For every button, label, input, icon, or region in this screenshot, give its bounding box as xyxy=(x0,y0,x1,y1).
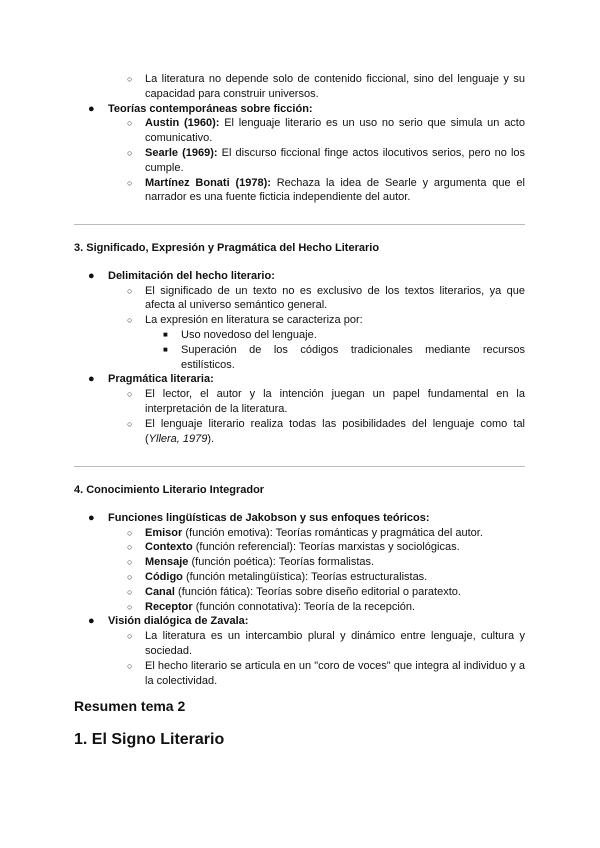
circle-bullet-icon: ○ xyxy=(127,74,133,84)
item-heading: Pragmática literaria: xyxy=(108,373,214,386)
item-text: Rechaza la idea de Searle y argumenta que el narrador es una fuente ficticia independiente del autor. xyxy=(145,176,525,204)
list-item xyxy=(74,284,525,314)
item-text: La expresión en literatura se caracteriza por: xyxy=(145,314,363,327)
item-text: La literatura es un intercambio plural y dinámico entre lenguaje, cultura y sociedad. xyxy=(145,630,525,657)
item-bold: Mensaje xyxy=(145,556,189,569)
circle-bullet-icon: ○ xyxy=(127,177,133,188)
list-item xyxy=(74,72,525,102)
circle-bullet-icon: ○ xyxy=(127,542,133,553)
list-item xyxy=(74,372,525,387)
item-heading: Teorías contemporáneas sobre ficción: xyxy=(108,102,313,115)
item-bold: Receptor xyxy=(145,600,193,613)
circle-bullet-icon: ○ xyxy=(127,118,133,129)
item-bold: Emisor xyxy=(145,526,183,539)
item-text: (función metalingüística): Teorías estructuralistas. xyxy=(182,570,428,583)
divider xyxy=(74,466,525,467)
item-text: (función connotativa): Teoría de la recepción. xyxy=(192,600,416,613)
item-text: (función fática): Teorías sobre diseño editorial o paratexto. xyxy=(174,585,461,598)
disc-bullet-icon: ● xyxy=(88,269,95,282)
list-item xyxy=(74,269,525,284)
item-text: El significado de un texto no es exclusivo de los textos literarios, ya que afecta al universo semántico general. xyxy=(145,284,525,312)
item-text: La literatura no depende solo de contenido ficcional, sino del lenguaje y su capacidad para construir universos. xyxy=(145,73,525,100)
list-item xyxy=(74,526,525,541)
list-item xyxy=(74,146,525,176)
list-item xyxy=(74,570,525,585)
circle-bullet-icon: ○ xyxy=(127,557,133,568)
item-heading: Funciones lingüísticas de Jakobson y sus enfoques teóricos: xyxy=(108,511,430,524)
circle-bullet-icon: ○ xyxy=(127,389,133,400)
square-bullet-icon: ■ xyxy=(163,344,168,354)
item-heading: Delimitación del hecho literario: xyxy=(108,269,275,282)
item-text: (función referencial): Teorías marxistas y sociológicas. xyxy=(192,541,460,554)
item-bold: Searle (1969): xyxy=(145,146,218,159)
circle-bullet-icon: ○ xyxy=(127,527,133,538)
item-text: El lenguaje literario realiza todas las posibilidades del lenguaje como tal ( xyxy=(145,417,525,445)
section-heading: 4. Conocimiento Literario Integrador xyxy=(74,484,265,496)
summary-title: Resumen tema 2 xyxy=(74,698,186,714)
list-item xyxy=(74,387,525,417)
item-heading: Visión dialógica de Zavala: xyxy=(108,615,249,628)
section-3 xyxy=(74,241,525,446)
list-item xyxy=(74,511,525,526)
divider xyxy=(74,224,525,225)
item-text: ). xyxy=(207,432,215,445)
list-item xyxy=(74,600,525,615)
item-text: Uso novedoso del lenguaje. xyxy=(181,328,317,341)
citation: Yllera, 1979 xyxy=(148,432,208,445)
square-bullet-icon: ■ xyxy=(163,329,168,339)
section-4 xyxy=(74,483,525,688)
list-item xyxy=(74,328,525,343)
item-text: El discurso ficcional finge actos ilocutivos serios, pero no los cumple. xyxy=(145,146,526,174)
circle-bullet-icon: ○ xyxy=(127,571,133,582)
list-item xyxy=(74,629,525,659)
list-item xyxy=(74,313,525,328)
disc-bullet-icon: ● xyxy=(88,615,95,628)
list-item xyxy=(74,102,525,117)
item-bold: Canal xyxy=(145,585,175,598)
list-item xyxy=(74,540,525,555)
list-item xyxy=(74,343,525,373)
disc-bullet-icon: ● xyxy=(88,102,95,115)
list-item xyxy=(74,417,525,447)
list-item xyxy=(74,176,525,206)
list-item xyxy=(74,585,525,600)
circle-bullet-icon: ○ xyxy=(127,660,133,671)
item-bold: Martínez Bonati (1978): xyxy=(145,176,271,189)
circle-bullet-icon: ○ xyxy=(127,315,133,326)
list-item xyxy=(74,555,525,570)
item-bold: Contexto xyxy=(145,541,193,554)
circle-bullet-icon: ○ xyxy=(127,147,133,158)
section-2-tail xyxy=(74,72,525,205)
item-text: El lector, el autor y la intención juegan un papel fundamental en la interpretación de la literatura. xyxy=(145,388,525,415)
circle-bullet-icon: ○ xyxy=(127,285,133,296)
list-item xyxy=(74,116,525,146)
list-item xyxy=(74,614,525,629)
summary-section-heading: 1. El Signo Literario xyxy=(74,731,225,748)
circle-bullet-icon: ○ xyxy=(127,418,133,429)
circle-bullet-icon: ○ xyxy=(127,601,133,612)
circle-bullet-icon: ○ xyxy=(127,586,133,597)
item-bold: Código xyxy=(145,570,183,583)
item-text: (función emotiva): Teorías románticas y pragmática del autor. xyxy=(182,526,483,539)
list-item xyxy=(74,659,525,689)
item-text: El hecho literario se articula en un "coro de voces" que integra al individuo y a la colectividad. xyxy=(145,659,525,687)
item-bold: Austin (1960): xyxy=(145,117,220,130)
item-text: El lenguaje literario es un uso no serio que simula un acto comunicativo. xyxy=(145,117,525,145)
item-text: (función poética): Teorías formalistas. xyxy=(188,556,375,569)
disc-bullet-icon: ● xyxy=(88,373,95,386)
circle-bullet-icon: ○ xyxy=(127,631,133,642)
item-text: Superación de los códigos tradicionales mediante recursos estilísticos. xyxy=(181,343,525,371)
disc-bullet-icon: ● xyxy=(88,511,95,524)
section-heading: 3. Significado, Expresión y Pragmática del Hecho Literario xyxy=(74,242,380,254)
